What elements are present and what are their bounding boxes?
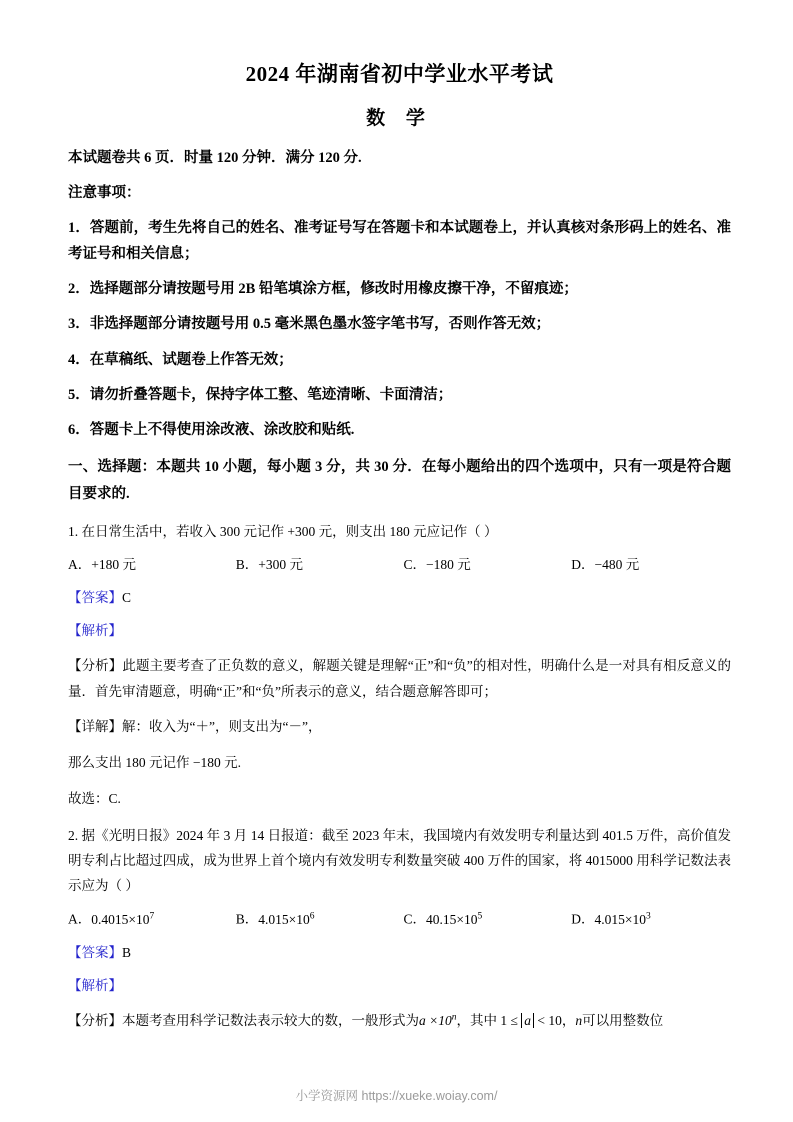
notice-item: 1．答题前，考生先将自己的姓名、准考证号写在答题卡和本试题卷上，并认真核对条形码上的姓名、准考证号和相关信息；	[68, 220, 731, 263]
analysis-line	[68, 620, 731, 643]
solution-paragraph: 那么支出 180 元记作 −180 元.	[68, 755, 241, 771]
option-c[interactable]: C．$40.15\times 10^5$	[403, 911, 483, 927]
solution-paragraph: 【详解】解：收入为“＋”，则支出为“－”，	[68, 719, 322, 735]
analysis-paragraph: 【分析】此题主要考查了正负数的意义，解题关键是理解“正”和“负”的相对性，明确什么是一对具有相反意义的量．首先审清题意，明确“正”和“负”所表示的意义，结合题意解答即可；	[68, 658, 731, 699]
option-d[interactable]: D．$4.015\times 10^3$	[571, 911, 651, 927]
answer-value: B	[122, 944, 132, 960]
question-stem: 2. 据《光明日报》2024 年 3 月 14 日报道：截至 2023 年末，我国境内有效发明专利量达到 401.5 万件，高价值发明专利占比超过四成，成为世界上首个境内有效发明专利数量突破 400 万件的国家，将 4015000 用科学记数法表示应为（ ）	[68, 828, 731, 894]
subject-title: 数 学	[366, 108, 433, 130]
page-title: 2024 年湖南省初中学业水平考试	[245, 62, 554, 86]
question-options	[68, 908, 731, 931]
notice-item: 3．非选择题部分请按题号用 0.5 毫米黑色墨水签字笔书写，否则作答无效；	[68, 316, 551, 333]
analysis-line	[68, 975, 731, 998]
section-heading-choice: 一、选择题：本题共 10 小题，每小题 3 分，共 30 分．在每小题给出的四个选项中，只有一项是符合题目要求的.	[68, 458, 731, 502]
analysis-tag: 【解析】	[68, 623, 122, 639]
option-a[interactable]: A．$0.4015\times 10^7$	[68, 911, 155, 927]
answer-tag: 【答案】	[68, 590, 122, 606]
notice-item: 6．答题卡上不得使用涂改液、涂改胶和贴纸.	[68, 421, 355, 438]
notice-heading: 注意事项：	[68, 184, 141, 201]
answer-value: C	[122, 590, 132, 606]
watermark-footer: 小学资源网 https://xueke.woiay.com/	[295, 1089, 498, 1103]
option-b[interactable]: B．+300 元	[235, 557, 303, 573]
notice-item: 2．选择题部分请按题号用 2B 铅笔填涂方框，修改时用橡皮擦干净，不留痕迹；	[68, 281, 578, 298]
answer-line	[68, 942, 731, 965]
analysis-paragraph: 【分析】本题考查用科学记数法表示较大的数，一般形式为$a \times 10^n$，其中 1 ≤ a < 10，n可以用整数位	[68, 1012, 664, 1028]
notice-item: 4．在草稿纸、试题卷上作答无效；	[68, 351, 293, 368]
option-b[interactable]: B．$4.015\times 10^6$	[235, 911, 315, 927]
question-stem: 1. 在日常生活中，若收入 300 元记作 +300 元，则支出 180 元应记作（ ）	[68, 524, 498, 540]
option-c[interactable]: C．−180 元	[403, 557, 471, 573]
question-options	[68, 554, 731, 577]
option-d[interactable]: D．−480 元	[571, 557, 640, 573]
absolute-value: a	[521, 1013, 534, 1028]
exam-info-line: 本试题卷共 6 页．时量 120 分钟．满分 120 分.	[68, 150, 362, 167]
answer-line	[68, 587, 731, 610]
analysis-tag: 【解析】	[68, 977, 122, 993]
option-a[interactable]: A．+180 元	[68, 557, 136, 573]
answer-tag: 【答案】	[68, 944, 122, 960]
answer-choice-paragraph: 故选：C.	[68, 790, 121, 806]
notice-item: 5．请勿折叠答题卡，保持字体工整、笔迹清晰、卡面清洁；	[68, 386, 453, 403]
